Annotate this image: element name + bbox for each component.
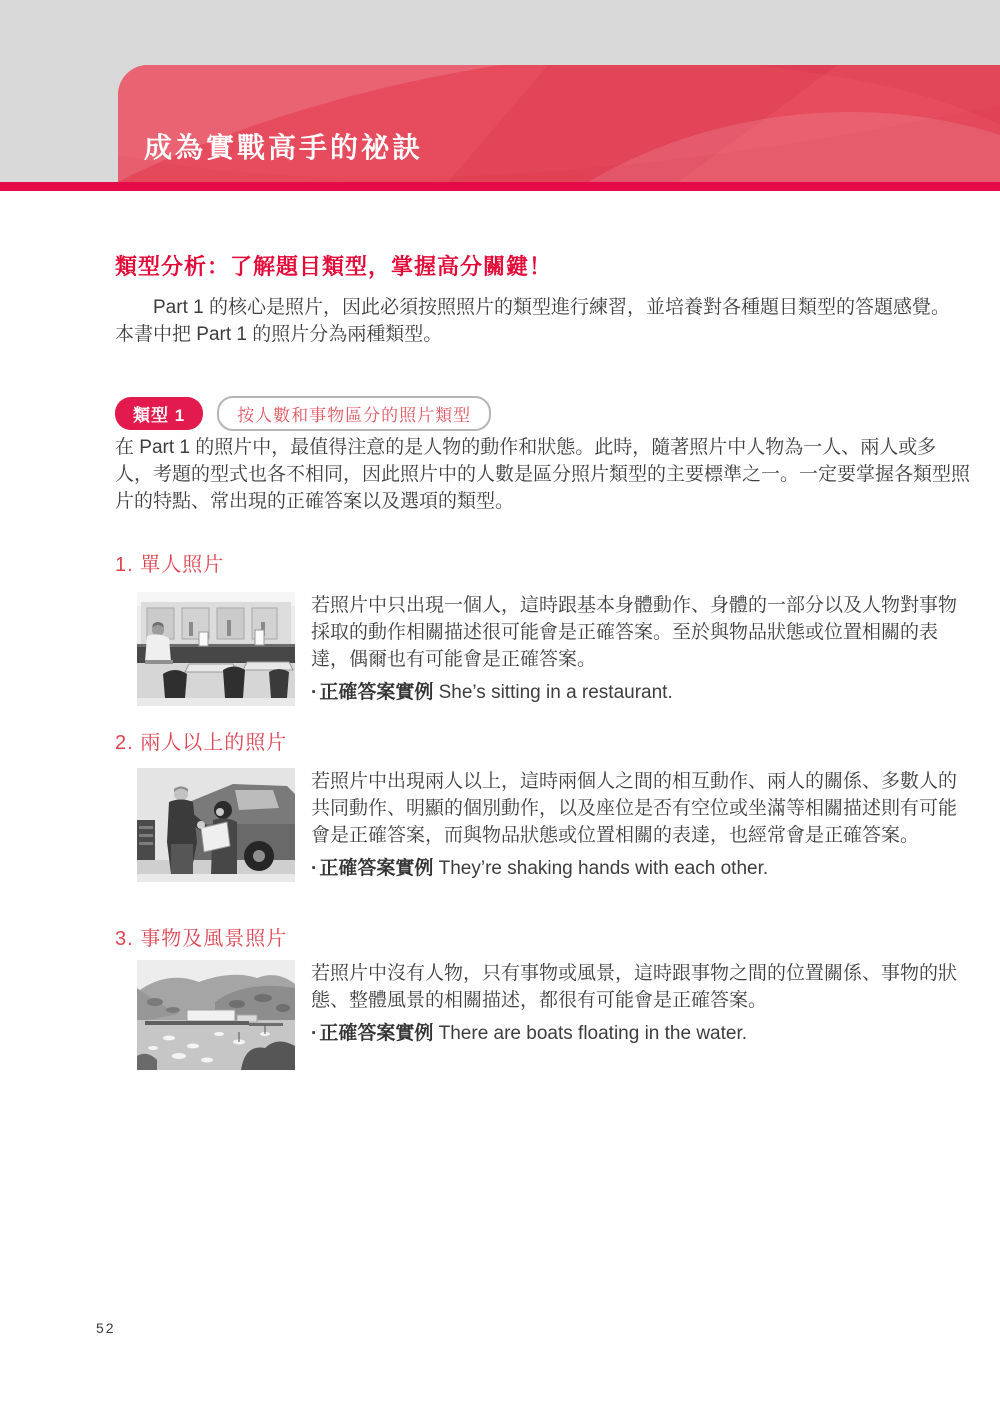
chapter-title: 成為實戰高手的祕訣: [144, 132, 424, 163]
type-number-badge: 類型 1: [115, 397, 203, 430]
intro-paragraph: Part 1 的核心是照片，因此必須按照照片的類型進行練習，並培養對各種題目類型的答題感覺。本書中把 Part 1 的照片分為兩種類型。: [115, 297, 950, 345]
restaurant-photo-illustration: [137, 592, 295, 698]
subsection-2-example: [311, 855, 963, 882]
subsection-3-row: [137, 960, 963, 1070]
subsection-1-heading: 1. 單人照片: [115, 554, 225, 576]
example-sentence: She’s sitting in a restaurant.: [438, 682, 673, 703]
subsection-1-example: [311, 679, 963, 706]
subsection-3-example: [311, 1020, 963, 1047]
subsection-3-text: [311, 960, 963, 1070]
example-bullet: ·: [311, 858, 318, 879]
subsection-2-heading: 2. 兩人以上的照片: [115, 732, 288, 754]
page-number: 52: [96, 1320, 116, 1336]
handshake-photo-illustration: [137, 768, 295, 874]
harbor-photo-illustration: [137, 960, 295, 1070]
subsection-2-text: [311, 768, 963, 882]
handshake-photo: [137, 768, 295, 882]
example-sentence: They’re shaking hands with each other.: [438, 858, 769, 879]
example-bullet: ·: [311, 1023, 318, 1044]
example-sentence: There are boats floating in the water.: [438, 1023, 748, 1044]
subsection-1-text: [311, 592, 963, 706]
page-title: 類型分析：了解題目類型，掌握高分關鍵！: [115, 254, 553, 279]
subsection-1-row: [137, 592, 963, 706]
header-accent-strip: [0, 182, 1000, 191]
chapter-header: [0, 0, 1000, 182]
subsection-2-row: [137, 768, 963, 882]
example-label: 正確答案實例: [319, 682, 434, 703]
subsection-3-body: 若照片中沒有人物，只有事物或風景，這時跟事物之間的位置關係、事物的狀態、整體風景的相關描述，都很有可能會是正確答案。: [311, 963, 958, 1011]
type-title-pill: 按人數和事物區分的照片類型: [217, 396, 491, 431]
chapter-banner: [118, 65, 1000, 182]
harbor-photo: [137, 960, 295, 1070]
subsection-1-body: 若照片中只出現一個人，這時跟基本身體動作、身體的一部分以及人物對事物採取的動作相關描述很可能會是正確答案。至於與物品狀態或位置相關的表達，偶爾也有可能會是正確答案。: [311, 595, 958, 670]
subsection-2-body: 若照片中出現兩人以上，這時兩個人之間的相互動作、兩人的關係、多數人的共同動作、明顯的個別動作，以及座位是否有空位或坐滿等相關描述則有可能會是正確答案，而與物品狀態或位置相關的表達，也經常會是正確答案。: [311, 771, 958, 846]
restaurant-photo: [137, 592, 295, 706]
subsection-3-heading: 3. 事物及風景照片: [115, 928, 288, 950]
example-label: 正確答案實例: [319, 858, 434, 879]
example-bullet: ·: [311, 682, 318, 703]
type-badge-row: [115, 396, 491, 431]
example-label: 正確答案實例: [319, 1023, 434, 1044]
type-paragraph: 在 Part 1 的照片中，最值得注意的是人物的動作和狀態。此時，隨著照片中人物為一人、兩人或多人，考題的型式也各不相同，因此照片中的人數是區分照片類型的主要標準之一。一定要掌握各類型照片的特點、常出現的正確答案以及選項的類型。: [115, 437, 971, 512]
